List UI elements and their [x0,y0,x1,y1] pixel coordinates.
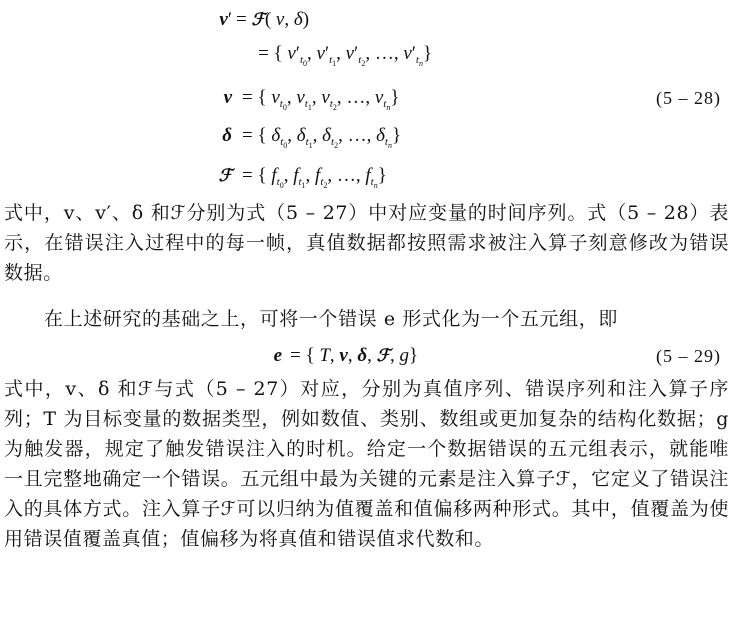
eq4-lhs: δ [222,125,232,146]
paragraph-3 [4,374,729,554]
eq6-rhs: = { T, v, δ, ℱ, g} [290,345,419,366]
equation-row-4 [0,118,733,154]
eq1-rhs: = ℱ( v, δ) [236,9,310,30]
paragraph-3-text: 式中，v、δ 和ℱ与式（5 – 27）对应，分别为真值序列、错误序列和注入算子序列；T 为目标变量的数据类型，例如数值、类别、数组或更加复杂的结构化数据；g 为触发器，规定了触发错误注入的时机。给定一个数据错误的五元组表示，就能唯一且完整地确定一个错误。五元组中最为关键的元素是注入算子ℱ，它定义了错误注入的具体方式。注入算子ℱ可以归纳为值覆盖和值偏移两种形式。其中，值覆盖为使用错误值覆盖真值；值偏移为将真值和错误值求代数和。 [4,378,729,550]
equation-row-2 [0,36,733,72]
eq2-rhs: = { $v'_{t_0}$, $v'_{t_1}$, $v'_{t_2}$, …, $v'_{t_n}$} [258,43,433,68]
eq6-lhs: e [273,345,282,366]
equation-row-3 [0,80,733,116]
equation-number-5-29: (5 – 29) [656,346,721,366]
equation-row-1 [0,2,733,38]
eq4-rhs: = { $\delta_{t_0}$, $\delta_{t_1}$, $\delta_{t_2}$, …, $\delta_{t_n}$} [242,125,402,150]
equation-row-6 [0,338,733,374]
eq3-lhs: v [223,87,232,108]
paragraph-2-text: 在上述研究的基础之上，可将一个错误 e 形式化为一个五元组，即 [44,308,618,330]
eq5-lhs: ℱ [218,166,232,186]
eq3-rhs: = { $v_{t_0}$, $v_{t_1}$, $v_{t_2}$, …, $v_{t_n}$} [242,87,400,112]
paragraph-1-text: 式中，v、v′、δ 和ℱ分别为式（5 – 27）中对应变量的时间序列。式（5 – 28）表示，在错误注入过程中的每一帧，真值数据都按照需求被注入算子刻意修改为错误数据。 [4,202,729,284]
equation-number-5-28: (5 – 28) [656,88,721,108]
eq1-lhs: v′ [219,9,232,30]
equation-row-5 [0,158,733,194]
paragraph-2 [4,304,729,334]
paragraph-1 [4,198,729,288]
eq5-rhs: = { $f_{t_0}$, $f_{t_1}$, $f_{t_2}$, …, $f_{t_n}$} [242,165,387,190]
